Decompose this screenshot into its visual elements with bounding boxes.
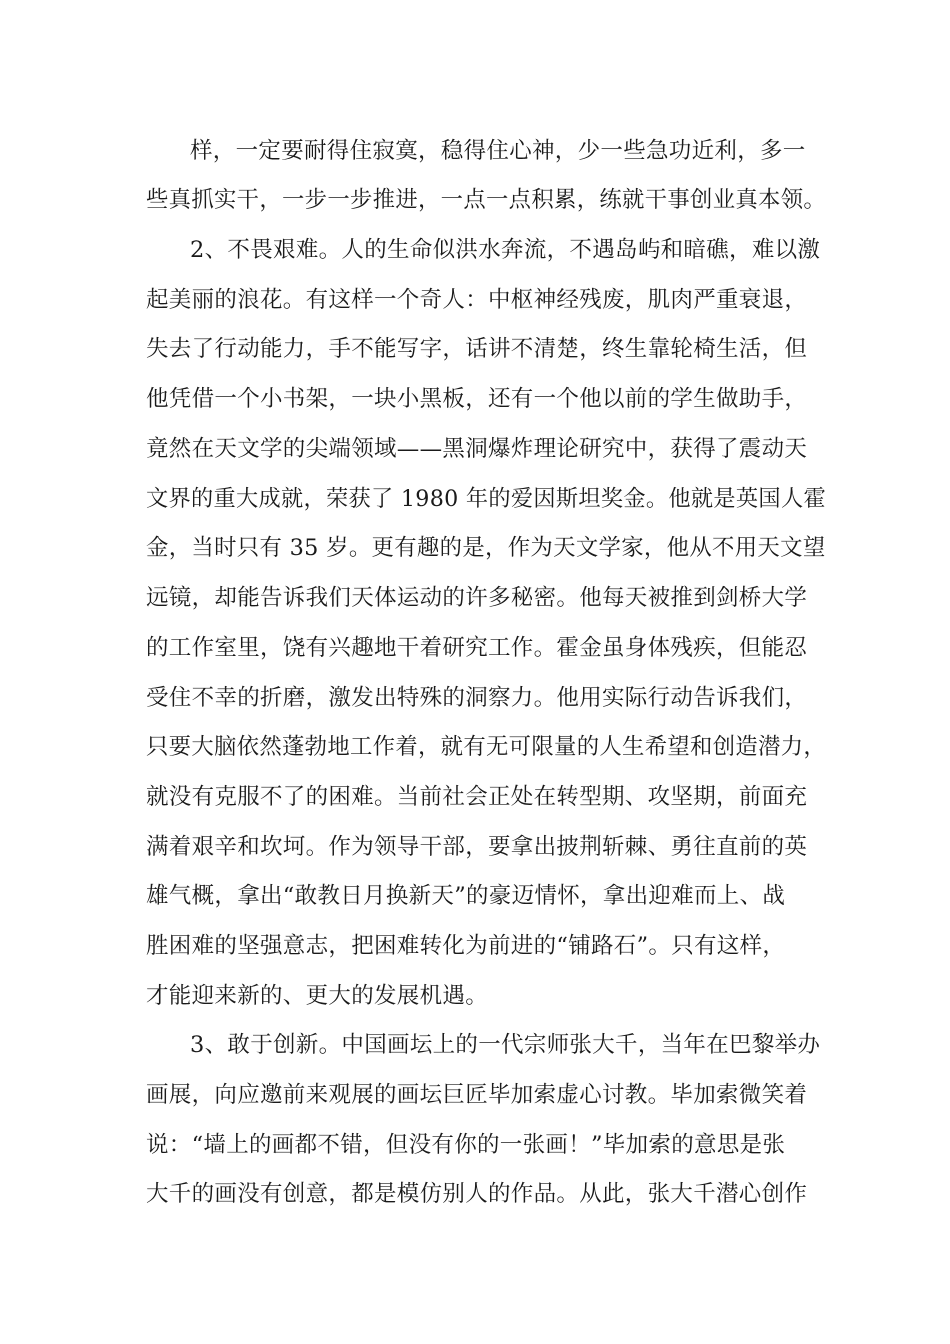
text-line: 文界的重大成就，荣获了 1980 年的爱因斯坦奖金。他就是英国人霍 xyxy=(146,486,826,512)
text-line: 只要大脑依然蓬勃地工作着，就有无可限量的人生希望和创造潜力， xyxy=(146,734,827,760)
text-line: 雄气概，拿出“敢教日月换新天”的豪迈情怀，拿出迎难而上、战 xyxy=(146,883,786,909)
paragraph-3-first-line: 3、敢于创新。中国画坛上的一代宗师张大千，当年在巴黎举办 xyxy=(190,1032,821,1058)
text-line: 的工作室里，饶有兴趣地干着研究工作。霍金虽身体残疾，但能忍 xyxy=(146,635,808,661)
text-line: 些真抓实干，一步一步推进，一点一点积累，练就干事创业真本领。 xyxy=(146,187,827,213)
text-line: 他凭借一个小书架，一块小黑板，还有一个他以前的学生做助手， xyxy=(146,386,808,412)
text-line: 远镜，却能告诉我们天体运动的许多秘密。他每天被推到剑桥大学 xyxy=(146,585,808,611)
text-line: 才能迎来新的、更大的发展机遇。 xyxy=(146,983,489,1009)
text-line: 就没有克服不了的困难。当前社会正处在转型期、攻坚期，前面充 xyxy=(146,784,808,810)
text-line: 满着艰辛和坎坷。作为领导干部，要拿出披荆斩棘、勇往直前的英 xyxy=(146,834,808,860)
text-line: 受住不幸的折磨，激发出特殊的洞察力。他用实际行动告诉我们， xyxy=(146,685,808,711)
paragraph-2-first-line: 2、不畏艰难。人的生命似洪水奔流，不遇岛屿和暗礁，难以激 xyxy=(190,237,821,263)
text-line: 失去了行动能力，手不能写字，话讲不清楚，终生靠轮椅生活，但 xyxy=(146,336,808,362)
text-line: 胜困难的坚强意志，把困难转化为前进的“铺路石”。只有这样， xyxy=(146,933,786,959)
text-line: 起美丽的浪花。有这样一个奇人：中枢神经残废，肌肉严重衰退， xyxy=(146,287,808,313)
text-line: 金，当时只有 35 岁。更有趣的是，作为天文学家，他从不用天文望 xyxy=(146,535,826,561)
text-line: 样，一定要耐得住寂寞，稳得住心神，少一些急功近利，多一 xyxy=(190,138,806,164)
text-line: 画展，向应邀前来观展的画坛巨匠毕加索虚心讨教。毕加索微笑着 xyxy=(146,1082,808,1108)
text-line: 大千的画没有创意，都是模仿别人的作品。从此，张大千潜心创作 xyxy=(146,1181,808,1207)
text-line: 竟然在天文学的尖端领域——黑洞爆炸理论研究中，获得了震动天 xyxy=(146,436,808,462)
text-line: 说：“墙上的画都不错，但没有你的一张画！”毕加索的意思是张 xyxy=(146,1132,786,1158)
